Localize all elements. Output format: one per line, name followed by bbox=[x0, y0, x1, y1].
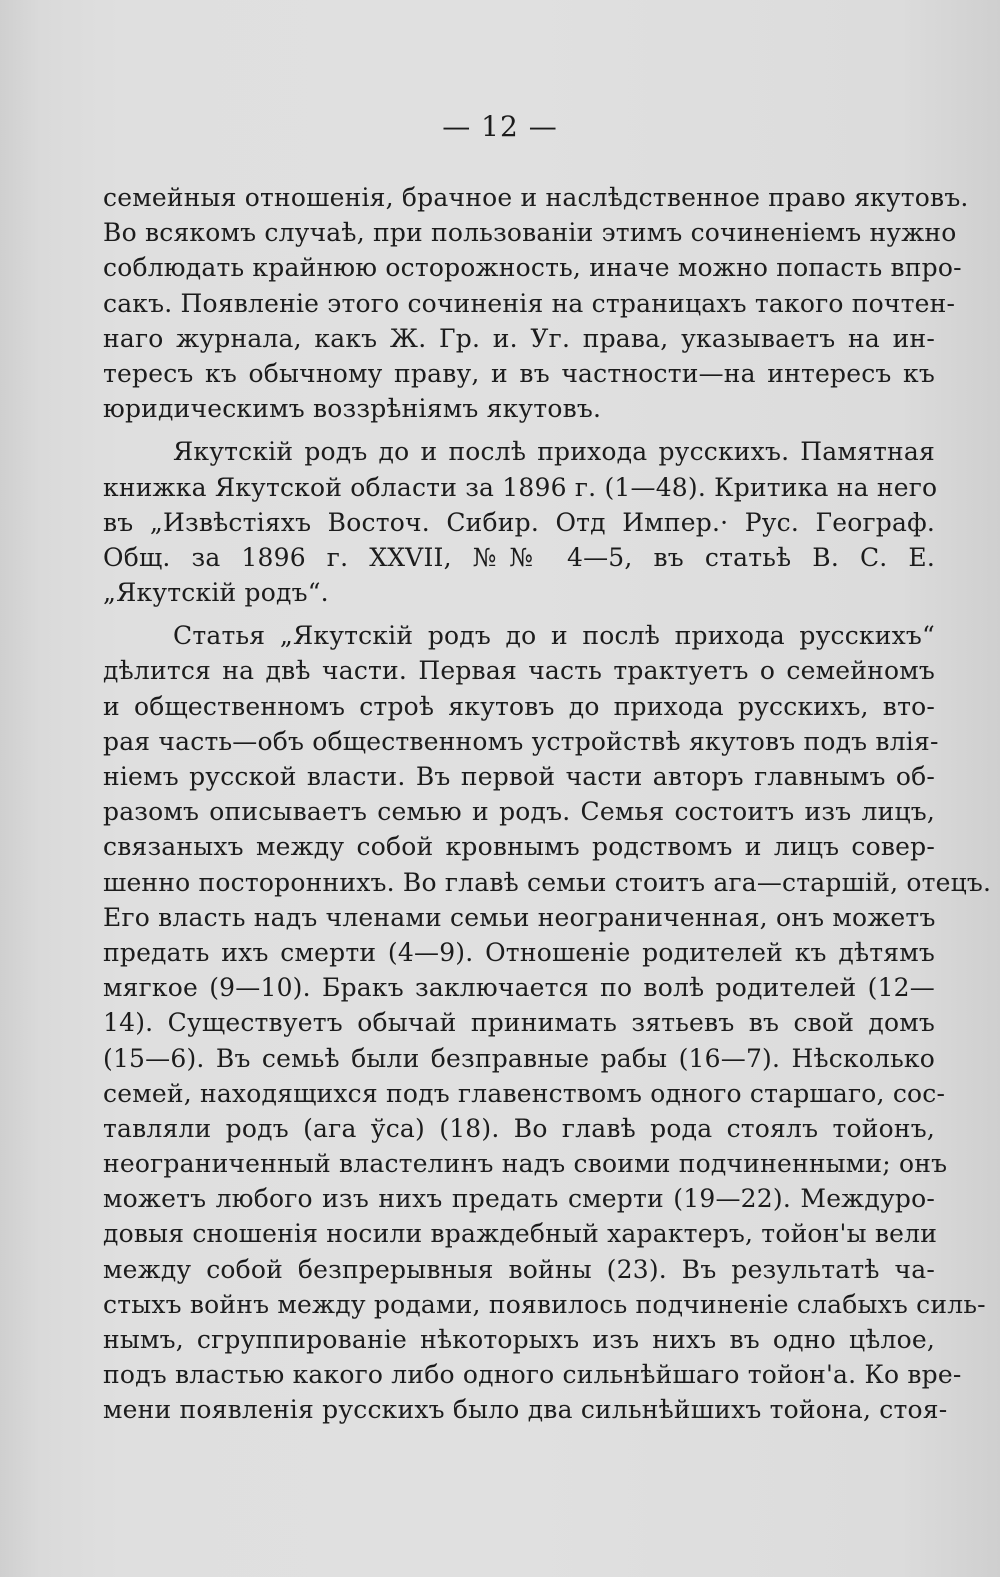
text-line: юридическимъ воззрѣніямъ якутовъ. bbox=[103, 394, 602, 424]
text-line: Его власть надъ членами семьи неограниченная, онъ можетъ bbox=[103, 902, 936, 932]
text-line: Статья „Якутскій родъ до и послѣ прихода русскихъ“ bbox=[173, 621, 935, 651]
body-text bbox=[103, 180, 992, 1436]
text-line: книжка Якутской области за 1896 г. (1—48). Критика на него bbox=[103, 472, 938, 502]
text-line: шенно постороннихъ. Во главѣ семьи стоитъ ага—старшій, отецъ. bbox=[103, 867, 992, 897]
text-line: семей, находящихся подъ главенствомъ одного старшаго, сос- bbox=[103, 1078, 946, 1108]
text-line: Якутскій родъ до и послѣ прихода русскихъ. Памятная bbox=[173, 437, 935, 467]
text-line: подъ властью какого либо одного сильнѣйшаго тойон'а. Ко вре- bbox=[103, 1360, 962, 1390]
text-line: предать ихъ смерти (4—9). Отношеніе родителей къ дѣтямъ bbox=[103, 937, 935, 967]
text-line: Общ. за 1896 г. XXVII, №№ 4—5, въ статьѣ В. С. Е. bbox=[103, 542, 935, 572]
text-line: мягкое (9—10). Бракъ заключается по волѣ родителей (12— bbox=[103, 973, 935, 1003]
text-line: наго журнала, какъ Ж. Гр. и. Уг. права, указываетъ на ин- bbox=[103, 323, 935, 353]
text-line: рая часть—объ общественномъ устройствѣ якутовъ подъ влія- bbox=[103, 726, 939, 756]
text-line: сакъ. Появленіе этого сочиненія на страницахъ такого почтен- bbox=[103, 288, 956, 318]
text-line: и общественномъ строѣ якутовъ до прихода русскихъ, вто- bbox=[103, 691, 935, 721]
paragraph-3 bbox=[103, 618, 992, 1427]
text-line: „Якутскій родъ“. bbox=[103, 578, 329, 608]
text-line: тересъ къ обычному праву, и въ частности—на интересъ къ bbox=[103, 358, 935, 388]
text-line: можетъ любого изъ нихъ предать смерти (19—22). Междуро- bbox=[103, 1184, 935, 1214]
text-line: связаныхъ между собой кровнымъ родствомъ и лицъ совер- bbox=[103, 832, 935, 862]
text-line: разомъ описываетъ семью и родъ. Семья состоитъ изъ лицъ, bbox=[103, 797, 935, 827]
text-line: между собой безпрерывныя войны (23). Въ результатѣ ча- bbox=[103, 1254, 935, 1284]
text-line: ніемъ русской власти. Въ первой части авторъ главнымъ об- bbox=[103, 762, 935, 791]
text-line: дѣлится на двѣ части. Первая часть трактуетъ о семейномъ bbox=[103, 656, 935, 686]
text-line: нымъ, сгруппированіе нѣкоторыхъ изъ нихъ въ одно цѣлое, bbox=[103, 1325, 935, 1354]
text-line: мени появленія русскихъ было два сильнѣйшихъ тойона, стоя- bbox=[103, 1395, 948, 1425]
text-line: стыхъ войнъ между родами, появилось подчиненіе слабыхъ силь- bbox=[103, 1289, 986, 1319]
text-line: тавляли родъ (ага ўса) (18). Во главѣ рода стоялъ тойонъ, bbox=[103, 1113, 935, 1143]
page-number: — 12 — bbox=[442, 110, 558, 143]
text-line: 14). Существуетъ обычай принимать зятьевъ въ свой домъ bbox=[103, 1008, 935, 1038]
paragraph-1 bbox=[103, 180, 969, 426]
text-line: семейныя отношенія, брачное и наслѣдственное право якутовъ. bbox=[103, 183, 969, 212]
text-line: въ „Извѣстіяхъ Восточ. Сибир. Отд Импер.· Рус. Географ. bbox=[103, 507, 935, 537]
text-line: (15—6). Въ семьѣ были безправные рабы (16—7). Нѣсколько bbox=[103, 1043, 935, 1073]
text-line: довыя сношенія носили враждебный характеръ, тойон'ы вели bbox=[103, 1219, 938, 1249]
text-line: соблюдать крайнюю осторожность, иначе можно попасть впро- bbox=[103, 253, 962, 283]
text-line: Во всякомъ случаѣ, при пользованіи этимъ сочиненіемъ нужно bbox=[103, 218, 957, 248]
text-line: неограниченный властелинъ надъ своими подчиненными; онъ bbox=[103, 1149, 948, 1179]
paragraph-2 bbox=[103, 434, 938, 610]
